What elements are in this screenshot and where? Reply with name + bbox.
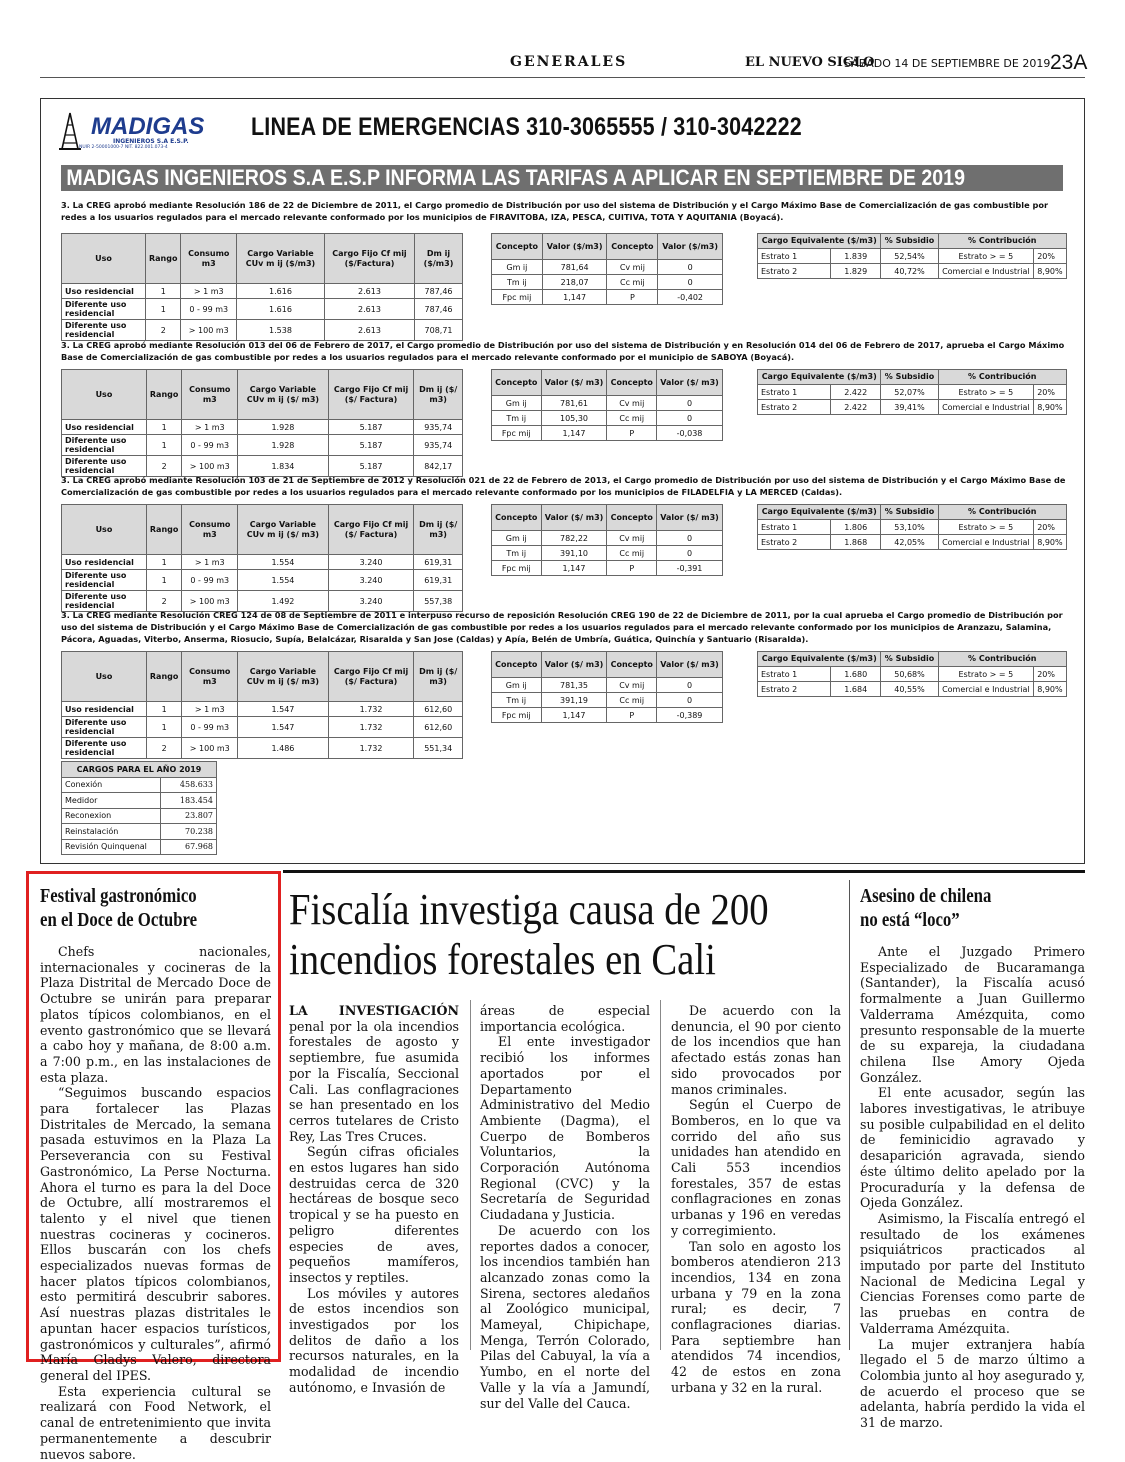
main-article-title: Fiscalía investiga causa de 200 incendios forestales en Cali: [289, 885, 769, 984]
cargos-table: [61, 761, 217, 855]
resolution-note: 3. La CREG mediante Resolución CREG 124 de 08 de Septiembre de 2011 e interpuso recurso de reposición Resolución CREG 190 de 22 de Diciembre de 2011, por la cual aprueba el Cargo promedio de Distribución por uso del sistema de Distribución y el Cargo Máximo Base de Comercialización de gas combustible por redes a los usuarios regulados para el mercado relevante conformado por los municipios de Aranzazu, Salamina, Pácora, Aguadas, Viterbo, Anserma, Riosucio, Supía, Belalcázar, Risaralda y San Jose (Caldas) y Apía, Belén de Umbría, Guática, Quinchía y Santuario (Risaralda).: [61, 610, 1063, 644]
concept-table: Concepto Valor ($/ m3) Concepto Valor ($/ m3) Gm ij 781,61 Cv mij 0 Tm ij 105,30 Cc mij 0 Fpc mij 1,147 P -0,038: [491, 369, 723, 441]
table-row: Fpc mij 1,147 P -0,389: [492, 708, 723, 723]
table-row: Fpc mij 1,147 P -0,391: [492, 561, 723, 576]
equivalent-table: Cargo Equivalente ($/m3) % Subsidio % Contribución Estrato 1 1.680 50,68% Estrato > = 5 20% Estrato 2 1.684 40,55% Comercial e Industrial 8,90%: [757, 651, 1067, 697]
issue-date: SÁBADO 14 DE SEPTIEMBRE DE 2019: [844, 57, 1051, 70]
equivalent-table: Cargo Equivalente ($/m3) % Subsidio % Contribución Estrato 1 1.839 52,54% Estrato > = 5 20% Estrato 2 1.829 40,72% Comercial e Industrial 8,90%: [757, 233, 1067, 279]
table-row: Diferente uso residencial 1 0 - 99 m3 1.554 3.240 619,31: [62, 570, 463, 591]
main-article-col-3: [671, 1003, 841, 1396]
paragraph: Esta experiencia cultural se realizará con Food Network, el canal de entretenimiento que invita permanentemente a descubrir nuevos sabore.: [40, 1383, 271, 1462]
resolution-note: 3. La CREG aprobó mediante Resolución 013 del 06 de Febrero de 2017, el Cargo promedio de Distribución por uso del sistema de Distribución y en Resolución 014 del 06 de Febrero de 2017, aprueba el Cargo Máximo Base de Comercialización de gas combustible por redes a los usuarios regulados para el mercado relevante conformado por el municipio de SABOYA (Boyacá).: [61, 340, 1065, 362]
paragraph: Chefs nacionales, internacionales y cocineras de la Plaza Distrital de Mercado Doce de Octubre se unirán para preparar platos típicos colombianos, en el evento gastronómico que se llevará a cabo hoy y mañana, de 8:00 a.m. a 7:00 p.m., en las instalaciones de esta plaza.: [40, 944, 271, 1085]
tariff-table: [61, 651, 463, 759]
col-uso: Uso: [62, 370, 147, 420]
paragraph: De acuerdo con los reportes dados a conocer, los incendios también han alcanzado zonas como la Sirena, sectores aledaños al Zoológico municipal, Mameyal, Chipichape, Menga, Terrón Colorado, Pilas del Cabuyal, la vía a Yumbo, en el norte del Valle y la vía a Jamundí, sur del Valle del Cauca.: [480, 1222, 650, 1411]
paragraph: Asimismo, la Fiscalía entregó el resultado de los exámenes psiquiátricos practicados al imputado por parte del Instituto Nacional de Medicina Legal y Ciencias Forenses como parte de las pruebas en contra de Valderrama Amézquita.: [860, 1210, 1085, 1336]
table-row: Diferente uso residencial 1 0 - 99 m3 1.547 1.732 612,60: [62, 717, 463, 738]
page-header: [40, 51, 1088, 78]
table-row: Uso residencial 1 > 1 m3 1.554 3.240 619,31: [62, 555, 463, 570]
right-column-rule: [849, 880, 850, 1350]
madigas-tariff-ad: [40, 98, 1085, 864]
right-article-body: [860, 944, 1085, 1431]
col-cargo-fijo: Cargo Fijo Cf mij ($/Factura): [324, 234, 414, 284]
column-divider: [470, 1000, 471, 1350]
table-row: Revisión Quinquenal 67.968: [62, 839, 217, 855]
main-article-col-1: [289, 1003, 459, 1396]
page-number: 23A: [1050, 51, 1088, 74]
table-row: Diferente uso residencial 2 > 100 m3 1.538 2.613 708,71: [62, 320, 463, 341]
table-row: Gm ij 781,64 Cv mij 0: [492, 260, 723, 275]
section-name: GENERALES: [510, 54, 628, 70]
concept-table: Concepto Valor ($/m3) Concepto Valor ($/m3) Gm ij 781,64 Cv mij 0 Tm ij 218,07 Cc mij 0 Fpc mij 1,147 P -0,402: [491, 233, 723, 305]
col-uso: Uso: [62, 652, 147, 702]
equivalent-table: Cargo Equivalente ($/m3) % Subsidio % Contribución Estrato 1 1.806 53,10% Estrato > = 5 20% Estrato 2 1.868 42,05% Comercial e Industrial 8,90%: [757, 504, 1067, 550]
main-article-col-2: [480, 1003, 650, 1411]
col-consumo: Consumo m3: [181, 234, 237, 284]
table-row: Diferente uso residencial 1 0 - 99 m3 1.616 2.613 787,46: [62, 299, 463, 320]
table-row: Gm ij 781,61 Cv mij 0: [492, 396, 723, 411]
col-dm: Dm ij ($/ m3): [414, 370, 463, 420]
left-article-title: Festival gastronómico en el Doce de Octubre: [40, 886, 198, 931]
equivalent-table: Cargo Equivalente ($/m3) % Subsidio % Contribución Estrato 1 2.422 52,07% Estrato > = 5 20% Estrato 2 2.422 39,41% Comercial e Industrial 8,90%: [757, 369, 1067, 415]
cargos-title: CARGOS PARA EL AÑO 2019: [62, 762, 217, 778]
table-row: Estrato 1 1.839 52,54% Estrato > = 5 20%: [758, 249, 1067, 264]
col-uso: Uso: [62, 234, 146, 284]
col-cargo-variable: Cargo Variable CUv m ij ($/ m3): [238, 652, 329, 702]
col-dm: Dm ij ($/ m3): [414, 652, 463, 702]
col-cargo-fijo: Cargo Fijo Cf mij ($/ Factura): [328, 505, 414, 555]
col-rango: Rango: [146, 234, 181, 284]
emergency-line: LINEA DE EMERGENCIAS 310-3065555 / 310-3042222: [251, 113, 802, 141]
col-dm: Dm ij ($/ m3): [414, 505, 463, 555]
logo-nit: NUIR 2-50001000-7 NIT. 822.001.073-4: [79, 145, 168, 150]
tariff-banner: MADIGAS INGENIEROS S.A E.S.P INFORMA LAS TARIFAS A APLICAR EN SEPTIEMBRE DE 2019: [61, 165, 1063, 191]
table-row: Reinstalación 70.238: [62, 824, 217, 840]
table-row: Diferente uso residencial 2 > 100 m3 1.834 5.187 842,17: [62, 456, 463, 477]
table-row: Reconexion 23.807: [62, 808, 217, 824]
table-row: Diferente uso residencial 2 > 100 m3 1.486 1.732 551,34: [62, 738, 463, 759]
col-consumo: Consumo m3: [182, 370, 238, 420]
table-row: Tm ij 218,07 Cc mij 0: [492, 275, 723, 290]
table-row: Estrato 2 1.684 40,55% Comercial e Industrial 8,90%: [758, 682, 1067, 697]
col-rango: Rango: [146, 370, 181, 420]
table-row: Tm ij 391,19 Cc mij 0: [492, 693, 723, 708]
col-uso: Uso: [62, 505, 147, 555]
paragraph: LA INVESTIGACIÓN penal por la ola incendios forestales de agosto y septiembre, fue asumida por la Fiscalía, Seccional Cali. Las conflagraciones se han presentado en los cerros tutelares de Cristo Rey, Las Tres Cruces.: [289, 1003, 459, 1144]
paragraph: La mujer extranjera había llegado el 5 de marzo último a Colombia junto al hoy asegurado y, de acuerdo el proceso que se adelanta, habría perdido la vida el 31 de marzo.: [860, 1336, 1085, 1431]
paragraph: Ante el Juzgado Primero Especializado de Bucaramanga (Santander), la Fiscalía acusó formalmente a Juan Guillermo Valderrama Amézquita, como presunto responsable de la muerte de su expareja, la ciudadana chilena Ilse Amory Ojeda González.: [860, 944, 1085, 1085]
col-cargo-fijo: Cargo Fijo Cf mij ($/ Factura): [328, 652, 414, 702]
column-divider: [660, 1000, 661, 1350]
table-row: Medidor 183.454: [62, 793, 217, 809]
paragraph: De acuerdo con la denuncia, el 90 por ciento de los incendios que han afectado estás zonas han sido provocados por manos criminales.: [671, 1003, 841, 1097]
col-consumo: Consumo m3: [182, 505, 238, 555]
col-cargo-fijo: Cargo Fijo Cf mij ($/ Factura): [328, 370, 414, 420]
col-cargo-variable: Cargo Variable CUv m ij ($/ m3): [238, 505, 329, 555]
table-row: Gm ij 782,22 Cv mij 0: [492, 531, 723, 546]
paragraph: áreas de especial importancia ecológica.: [480, 1003, 650, 1034]
table-row: Estrato 2 1.829 40,72% Comercial e Industrial 8,90%: [758, 264, 1067, 279]
table-row: Uso residencial 1 > 1 m3 1.547 1.732 612,60: [62, 702, 463, 717]
paragraph: Según el Cuerpo de Bomberos, en lo que va corrido del año sus unidades han atendido en Cali 553 incendios forestales, 357 de estas conflagraciones en zonas urbanas y 196 en veredas y corregimiento.: [671, 1097, 841, 1238]
table-row: Estrato 1 2.422 52,07% Estrato > = 5 20%: [758, 385, 1067, 400]
concept-table: Concepto Valor ($/ m3) Concepto Valor ($/ m3) Gm ij 781,35 Cv mij 0 Tm ij 391,19 Cc mij 0 Fpc mij 1,147 P -0,389: [491, 651, 723, 723]
table-row: Conexión 458.633: [62, 777, 217, 793]
paragraph: El ente investigador recibió los informes aportados por el Departamento Administrativo del Medio Ambiente (Dagma), el Cuerpo de Bomberos Voluntarios, la Corporación Autónoma Regional (CVC) y la Secretaría de Seguridad Ciudadana y Justicia.: [480, 1034, 650, 1223]
newspaper-name: EL NUEVO SIGLO: [745, 55, 875, 70]
paragraph: “Seguimos buscando espacios para fortalecer las Plazas Distritales de Mercado, la semana pasada estuvimos en la Plaza La Perseverancia con su Festival Gastronómico, La Perse Nocturna. Ahora el turno es para la del Doce de Octubre, allí mostraremos el talento y el nivel que tienen nuestras cocineras y cocineros. Ellos buscarán con los chefs especializados nuevas formas de hacer platos típicos colombianos, esto permitirá descubrir sabores. Así nuestras plazas distritales le apuntan hacer espacios turísticos, gastronómicos y culturales”, afirmó María Gladys Valero, directora general del IPES.: [40, 1085, 271, 1383]
concept-table: Concepto Valor ($/ m3) Concepto Valor ($/ m3) Gm ij 782,22 Cv mij 0 Tm ij 391,10 Cc mij 0 Fpc mij 1,147 P -0,391: [491, 504, 723, 576]
table-row: Diferente uso residencial 1 0 - 99 m3 1.928 5.187 935,74: [62, 435, 463, 456]
tariff-table: [61, 233, 463, 341]
table-row: Fpc mij 1,147 P -0,038: [492, 426, 723, 441]
kicker: LA INVESTIGACIÓN: [289, 1003, 459, 1018]
right-article-title: Asesino de chilena no está “loco”: [860, 886, 992, 931]
resolution-note: 3. La CREG aprobó mediante Resolución 103 de 21 de Septiembre de 2012 y Resolución 021 de 22 de Febrero de 2013, el Cargo promedio de Distribución por uso del sistema de Distribución y el Cargo Máximo Base de Comercialización de gas combustible por redes a los usuarios regulados para el mercado relevante conformado por los municipios de FILADELFIA y LA MERCED (Caldas).: [61, 475, 1066, 497]
table-row: Estrato 2 2.422 39,41% Comercial e Industrial 8,90%: [758, 400, 1067, 415]
col-cargo-variable: Cargo Variable CUv m ij ($/m3): [237, 234, 325, 284]
paragraph: Los móviles y autores de estos incendios son investigados por los delitos de daño a los recursos naturales, en la modalidad de incendio autónomo, e Invasión de: [289, 1285, 459, 1395]
table-row: Tm ij 391,10 Cc mij 0: [492, 546, 723, 561]
col-cargo-variable: Cargo Variable CUv m ij ($/ m3): [238, 370, 329, 420]
table-row: Diferente uso residencial 2 > 100 m3 1.492 3.240 557,38: [62, 591, 463, 612]
logo-subtitle: INGENIEROS S.A E.S.P.: [113, 138, 189, 145]
col-rango: Rango: [146, 505, 181, 555]
col-rango: Rango: [146, 652, 181, 702]
top-rule: [283, 870, 1085, 873]
tariff-table: [61, 369, 463, 477]
table-row: Estrato 1 1.680 50,68% Estrato > = 5 20%: [758, 667, 1067, 682]
table-row: Fpc mij 1,147 P -0,402: [492, 290, 723, 305]
col-dm: Dm ij ($/m3): [415, 234, 463, 284]
resolution-note: 3. La CREG aprobó mediante Resolución 186 de 22 de Diciembre de 2011, el Cargo promedio de Distribución por uso del sistema de Distribución y el Cargo Máximo Base de Comercialización de gas combustible por redes a los usuarios regulados para el mercado relevante conformado por los municipios de FIRAVITOBA, IZA, PESCA, CUITIVA, TOTA Y AQUITANIA (Boyacá).: [61, 200, 1049, 222]
table-row: Uso residencial 1 > 1 m3 1.616 2.613 787,46: [62, 284, 463, 299]
table-row: Estrato 2 1.868 42,05% Comercial e Industrial 8,90%: [758, 535, 1067, 550]
oil-tower-icon: [59, 113, 81, 149]
paragraph: Según cifras oficiales en estos lugares han sido destruidas cerca de 320 hectáreas de bosque seco tropical y se ha puesto en peligro diferentes especies de aves, pequeños mamíferos, insectos y reptiles.: [289, 1144, 459, 1285]
col-consumo: Consumo m3: [182, 652, 238, 702]
paragraph: Tan solo en agosto los bomberos atendieron 213 incendios, 134 en zona urbana y 79 en la zona rural; es decir, 7 conflagraciones diarias. Para septiembre han atendidos 74 incendios, 42 de estos en zona urbana y 32 en la rural.: [671, 1238, 841, 1395]
logo-name: MADIGAS: [91, 113, 205, 140]
table-row: Estrato 1 1.806 53,10% Estrato > = 5 20%: [758, 520, 1067, 535]
madigas-logo: [59, 111, 229, 151]
table-row: Tm ij 105,30 Cc mij 0: [492, 411, 723, 426]
paragraph: El ente acusador, según las labores investigativas, le atribuye su posible culpabilidad en el delito de feminicidio agravado y desaparición agravada, siendo éste último delito apelado por la Procuraduría y la defensa de Ojeda González.: [860, 1085, 1085, 1211]
table-row: Gm ij 781,35 Cv mij 0: [492, 678, 723, 693]
tariff-table: [61, 504, 463, 612]
table-row: Uso residencial 1 > 1 m3 1.928 5.187 935,74: [62, 420, 463, 435]
left-article-body: [40, 944, 271, 1462]
